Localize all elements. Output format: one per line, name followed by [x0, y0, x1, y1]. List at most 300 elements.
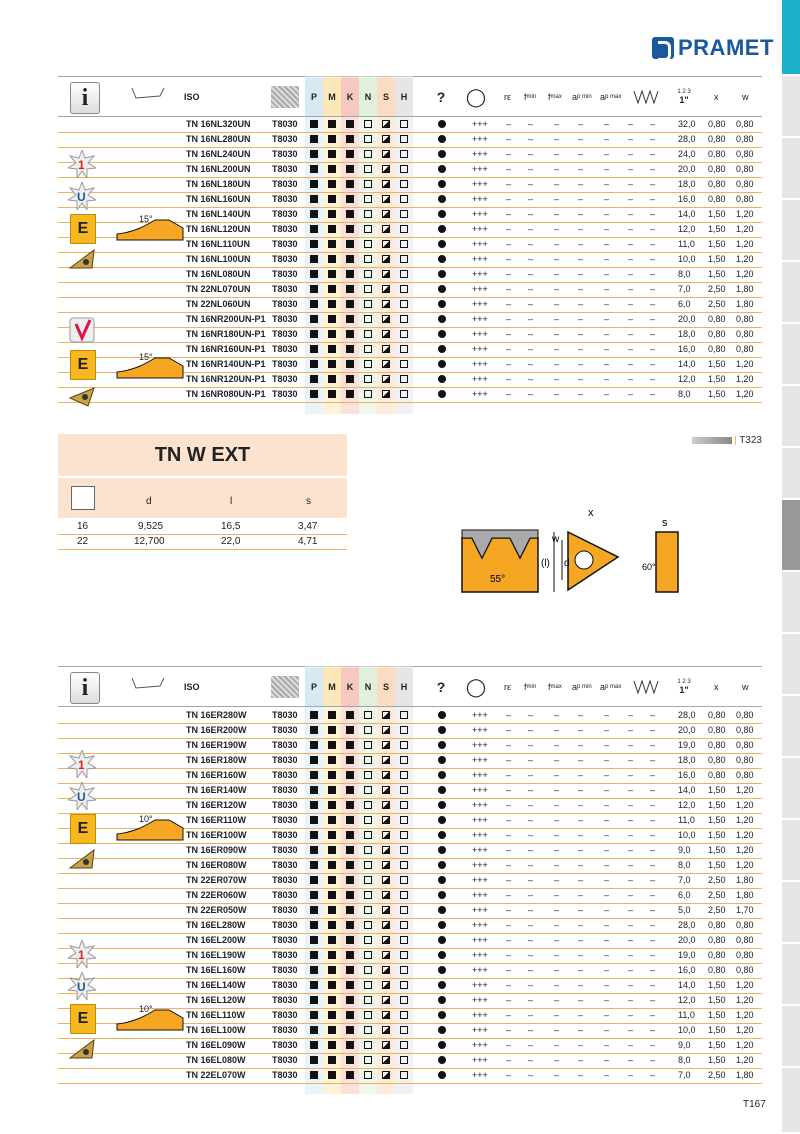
- tab[interactable]: [782, 1068, 800, 1134]
- table-row[interactable]: [58, 708, 762, 724]
- grade: T8030: [272, 740, 298, 750]
- suitability-mark: [364, 165, 372, 173]
- tpi: 14,0: [678, 359, 696, 369]
- x-value: 0,80: [708, 725, 726, 735]
- empty-cell: –: [604, 149, 610, 159]
- empty-cell: –: [628, 359, 634, 369]
- suitability-mark: [364, 390, 372, 398]
- suitability-mark: [328, 921, 336, 929]
- suitability-mark: [382, 921, 390, 929]
- suitability-mark: [328, 150, 336, 158]
- tab[interactable]: [782, 1006, 800, 1068]
- empty-cell: –: [604, 1070, 610, 1080]
- w-value: 0,80: [736, 950, 754, 960]
- suitability-mark: [310, 315, 318, 323]
- empty-cell: –: [554, 239, 560, 249]
- tab-current[interactable]: [782, 500, 800, 572]
- coolant: +++: [472, 755, 488, 765]
- x-value: 1,50: [708, 359, 726, 369]
- suitability-mark: [400, 831, 408, 839]
- empty-cell: –: [650, 209, 656, 219]
- grade: T8030: [272, 980, 298, 990]
- table-row[interactable]: [58, 723, 762, 739]
- grade: T8030: [272, 725, 298, 735]
- iso-code: TN 16EL200W: [186, 935, 246, 945]
- recommended-dot: [438, 1041, 446, 1049]
- suitability-mark: [310, 726, 318, 734]
- thread-angle-label: 55°: [490, 574, 506, 585]
- w-value: 0,80: [736, 314, 754, 324]
- tab[interactable]: [782, 696, 800, 758]
- empty-cell: –: [506, 1010, 512, 1020]
- empty-cell: –: [604, 920, 610, 930]
- table-row[interactable]: [58, 177, 762, 193]
- one-pass-icon: [68, 150, 96, 178]
- table-row[interactable]: [58, 918, 762, 934]
- empty-cell: –: [506, 920, 512, 930]
- suitability-mark: [328, 981, 336, 989]
- tpi: 18,0: [678, 755, 696, 765]
- w-value: 0,80: [736, 119, 754, 129]
- iso-code: TN 16NR200UN-P1: [186, 314, 266, 324]
- suitability-mark: [400, 741, 408, 749]
- recommended-dot: [438, 345, 446, 353]
- empty-cell: –: [528, 284, 534, 294]
- suitability-mark: [346, 165, 354, 173]
- suitability-mark: [346, 1041, 354, 1049]
- tab[interactable]: [782, 944, 800, 1006]
- suitability-mark: [364, 981, 372, 989]
- grade: T8030: [272, 314, 298, 324]
- table-row[interactable]: [58, 387, 762, 403]
- empty-cell: –: [528, 179, 534, 189]
- suitability-mark: [346, 120, 354, 128]
- one-pass-icon: [68, 750, 96, 778]
- suitability-mark: [310, 906, 318, 914]
- grade: T8030: [272, 209, 298, 219]
- empty-cell: –: [578, 1070, 584, 1080]
- w-value: 1,20: [736, 800, 754, 810]
- material-N: N: [359, 668, 377, 706]
- table-row[interactable]: [58, 297, 762, 313]
- suitability-mark: [328, 390, 336, 398]
- suitability-mark: [364, 150, 372, 158]
- x-value: 1,50: [708, 830, 726, 840]
- dim-l: (l): [541, 558, 550, 569]
- recommended-dot: [438, 135, 446, 143]
- empty-cell: –: [528, 740, 534, 750]
- tab[interactable]: [782, 138, 800, 200]
- table-row[interactable]: [58, 147, 762, 163]
- suitability-mark: [382, 330, 390, 338]
- suitability-mark: [400, 891, 408, 899]
- table-row[interactable]: [58, 783, 762, 799]
- suitability-mark: [364, 861, 372, 869]
- suitability-mark: [346, 300, 354, 308]
- coolant: +++: [472, 995, 488, 1005]
- empty-cell: –: [528, 905, 534, 915]
- empty-cell: –: [578, 239, 584, 249]
- suitability-mark: [364, 786, 372, 794]
- empty-cell: –: [578, 740, 584, 750]
- empty-cell: –: [578, 830, 584, 840]
- table-row[interactable]: [58, 978, 762, 994]
- empty-cell: –: [528, 965, 534, 975]
- table-row[interactable]: [58, 1053, 762, 1069]
- suitability-mark: [400, 270, 408, 278]
- table-row[interactable]: [58, 948, 762, 964]
- suitability-mark: [364, 180, 372, 188]
- coolant: +++: [472, 209, 488, 219]
- coolant: +++: [472, 950, 488, 960]
- suitability-mark: [400, 285, 408, 293]
- suitability-mark: [364, 345, 372, 353]
- suitability-mark: [346, 1011, 354, 1019]
- empty-cell: –: [650, 1055, 656, 1065]
- grade: T8030: [272, 770, 298, 780]
- tpi: 5,0: [678, 905, 691, 915]
- suitability-mark: [328, 996, 336, 1004]
- x-value: 0,80: [708, 164, 726, 174]
- empty-cell: –: [604, 164, 610, 174]
- suitability-mark: [400, 1071, 408, 1079]
- recommended-dot: [438, 315, 446, 323]
- suitability-mark: [346, 270, 354, 278]
- empty-cell: –: [554, 149, 560, 159]
- table-row[interactable]: [58, 768, 762, 784]
- empty-cell: –: [628, 119, 634, 129]
- w-value: 0,80: [736, 710, 754, 720]
- suitability-mark: [328, 225, 336, 233]
- tpi: 14,0: [678, 209, 696, 219]
- suitability-mark: [328, 360, 336, 368]
- empty-cell: –: [650, 284, 656, 294]
- empty-cell: –: [628, 299, 634, 309]
- recommended-dot: [438, 225, 446, 233]
- w-value: 1,70: [736, 905, 754, 915]
- empty-cell: –: [604, 830, 610, 840]
- empty-cell: –: [506, 209, 512, 219]
- tab[interactable]: [782, 200, 800, 262]
- insert-side-view: [656, 532, 678, 592]
- suitability-mark: [364, 315, 372, 323]
- iso-code: TN 16ER140W: [186, 785, 247, 795]
- iso-code: TN 22EL070W: [186, 1070, 246, 1080]
- x-value: 0,80: [708, 314, 726, 324]
- flank-angle: 15°: [139, 214, 153, 224]
- suitability-mark: [328, 906, 336, 914]
- tab[interactable]: [782, 324, 800, 386]
- empty-cell: –: [628, 905, 634, 915]
- recommended-dot: [438, 1071, 446, 1079]
- table-row[interactable]: [58, 252, 762, 268]
- suitability-mark: [310, 165, 318, 173]
- table-row[interactable]: [58, 963, 762, 979]
- grade: T8030: [272, 710, 298, 720]
- table-row[interactable]: [58, 738, 762, 754]
- tab[interactable]: [782, 386, 800, 448]
- grade-texture-icon: [271, 676, 299, 698]
- recommended-dot: [438, 876, 446, 884]
- table-row[interactable]: [58, 282, 762, 298]
- empty-cell: –: [604, 860, 610, 870]
- empty-cell: –: [650, 830, 656, 840]
- recommended-dot: [438, 726, 446, 734]
- empty-cell: –: [506, 965, 512, 975]
- suitability-mark: [310, 240, 318, 248]
- table-row[interactable]: [58, 753, 762, 769]
- suitability-mark: [364, 951, 372, 959]
- coolant: +++: [472, 314, 488, 324]
- tab[interactable]: [782, 882, 800, 944]
- tab[interactable]: [782, 572, 800, 634]
- w-value: 1,20: [736, 785, 754, 795]
- tpi: 20,0: [678, 935, 696, 945]
- empty-cell: –: [578, 299, 584, 309]
- table-row[interactable]: [58, 267, 762, 283]
- recommended-dot: [438, 996, 446, 1004]
- table-row[interactable]: [58, 132, 762, 148]
- suitability-mark: [346, 891, 354, 899]
- table-row[interactable]: [58, 843, 762, 859]
- table-row[interactable]: [58, 903, 762, 919]
- dim-d: d: [564, 558, 570, 569]
- empty-cell: –: [554, 269, 560, 279]
- recommended-dot: [438, 360, 446, 368]
- suitability-mark: [364, 831, 372, 839]
- empty-cell: –: [528, 785, 534, 795]
- empty-cell: –: [628, 875, 634, 885]
- empty-cell: –: [604, 344, 610, 354]
- table-row[interactable]: [58, 1068, 762, 1084]
- tab[interactable]: [782, 634, 800, 696]
- suitability-mark: [346, 360, 354, 368]
- grade: T8030: [272, 164, 298, 174]
- suitability-mark: [364, 1056, 372, 1064]
- suitability-mark: [346, 816, 354, 824]
- dim-x: x: [588, 507, 594, 519]
- empty-cell: –: [650, 179, 656, 189]
- recommended-dot: [438, 816, 446, 824]
- table-row[interactable]: [58, 162, 762, 178]
- empty-cell: –: [628, 815, 634, 825]
- iso-code: TN 16ER160W: [186, 770, 247, 780]
- insert-profile-icon: [130, 86, 166, 102]
- tool-ref[interactable]: | T323: [734, 435, 762, 446]
- tab-active[interactable]: [782, 0, 800, 76]
- suitability-mark: [310, 996, 318, 1004]
- tpi: 6,0: [678, 299, 691, 309]
- empty-cell: –: [506, 239, 512, 249]
- suitability-mark: [346, 150, 354, 158]
- table-row[interactable]: [58, 798, 762, 814]
- panel-title: TN W EXT: [58, 434, 347, 476]
- empty-cell: –: [528, 224, 534, 234]
- suitability-mark: [310, 846, 318, 854]
- empty-cell: –: [506, 725, 512, 735]
- iso-code: TN 16ER110W: [186, 815, 247, 825]
- suitability-mark: [364, 891, 372, 899]
- suitability-mark: [346, 861, 354, 869]
- table-row[interactable]: [58, 873, 762, 889]
- empty-cell: –: [628, 755, 634, 765]
- tab[interactable]: [782, 448, 800, 500]
- recommended-dot: [438, 846, 446, 854]
- empty-cell: –: [528, 254, 534, 264]
- suitability-mark: [328, 1026, 336, 1034]
- suitability-mark: [328, 330, 336, 338]
- empty-cell: –: [650, 299, 656, 309]
- col-s: s: [306, 496, 311, 507]
- w-value: 0,80: [736, 344, 754, 354]
- suitability-mark: [328, 165, 336, 173]
- iso-code: TN 16NR160UN-P1: [186, 344, 266, 354]
- recommended-dot: [438, 981, 446, 989]
- suitability-mark: [310, 135, 318, 143]
- suitability-mark: [310, 891, 318, 899]
- suitability-mark: [364, 255, 372, 263]
- empty-cell: –: [650, 194, 656, 204]
- empty-cell: –: [578, 224, 584, 234]
- info-icon[interactable]: i: [70, 82, 100, 114]
- tpi: 8,0: [678, 269, 691, 279]
- col-l: l: [230, 496, 233, 507]
- recommended-dot: [438, 375, 446, 383]
- table-row[interactable]: [58, 888, 762, 904]
- w-value: 1,20: [736, 224, 754, 234]
- table-row[interactable]: [58, 1038, 762, 1054]
- tool-holder-icon: [692, 437, 732, 444]
- external-e-icon: E: [70, 814, 96, 844]
- w-value: 1,80: [736, 299, 754, 309]
- coolant: +++: [472, 845, 488, 855]
- suitability-mark: [364, 285, 372, 293]
- recommended-dot: [438, 330, 446, 338]
- table-row[interactable]: [58, 933, 762, 949]
- suitability-mark: [310, 1011, 318, 1019]
- suitability-mark: [328, 951, 336, 959]
- tab[interactable]: [782, 76, 800, 138]
- recommended-dot: [438, 1026, 446, 1034]
- empty-cell: –: [604, 119, 610, 129]
- coolant-drop-icon: ◯: [465, 86, 487, 107]
- tpi: 6,0: [678, 890, 691, 900]
- coolant: +++: [472, 239, 488, 249]
- empty-cell: –: [554, 770, 560, 780]
- empty-cell: –: [604, 359, 610, 369]
- suitability-mark: [328, 726, 336, 734]
- empty-cell: –: [650, 269, 656, 279]
- suitability-mark: [382, 375, 390, 383]
- coolant: +++: [472, 269, 488, 279]
- empty-cell: –: [578, 149, 584, 159]
- fmin-header: f min: [524, 92, 537, 102]
- suitability-mark: [400, 300, 408, 308]
- coolant: +++: [472, 254, 488, 264]
- empty-cell: –: [604, 194, 610, 204]
- x-value: 2,50: [708, 284, 726, 294]
- tab[interactable]: [782, 262, 800, 324]
- iso-code: TN 22ER060W: [186, 890, 247, 900]
- table-row[interactable]: [58, 312, 762, 328]
- suitability-mark: [382, 255, 390, 263]
- x-value: 0,80: [708, 920, 726, 930]
- empty-cell: –: [528, 845, 534, 855]
- x-value: 1,50: [708, 1010, 726, 1020]
- suitability-mark: [364, 726, 372, 734]
- empty-cell: –: [604, 284, 610, 294]
- x-value: 0,80: [708, 194, 726, 204]
- coolant: +++: [472, 149, 488, 159]
- profile-u-icon: [68, 182, 96, 210]
- coolant: +++: [472, 770, 488, 780]
- suitability-mark: [328, 831, 336, 839]
- empty-cell: –: [554, 1010, 560, 1020]
- x-value: 1,50: [708, 980, 726, 990]
- iso-code: TN 16EL090W: [186, 1040, 246, 1050]
- recommended-dot: [438, 165, 446, 173]
- table-row[interactable]: [58, 192, 762, 208]
- suitability-mark: [310, 195, 318, 203]
- suitability-mark: [346, 210, 354, 218]
- empty-cell: –: [528, 1025, 534, 1035]
- empty-cell: –: [554, 710, 560, 720]
- empty-cell: –: [578, 935, 584, 945]
- grade: T8030: [272, 815, 298, 825]
- suitability-mark: [346, 225, 354, 233]
- x-value: 1,50: [708, 785, 726, 795]
- grade: T8030: [272, 905, 298, 915]
- grade: T8030: [272, 1055, 298, 1065]
- table-row[interactable]: [58, 327, 762, 343]
- empty-cell: –: [554, 725, 560, 735]
- empty-cell: –: [554, 209, 560, 219]
- iso-code: TN 16EL140W: [186, 980, 246, 990]
- empty-cell: –: [628, 149, 634, 159]
- flank-angle: 15°: [139, 352, 153, 362]
- suitability-mark: [328, 135, 336, 143]
- suitability-mark: [346, 771, 354, 779]
- empty-cell: –: [604, 725, 610, 735]
- tpi: 20,0: [678, 314, 696, 324]
- iso-code: TN 16EL120W: [186, 995, 246, 1005]
- suitability-mark: [400, 165, 408, 173]
- info-icon[interactable]: i: [70, 672, 100, 704]
- wear-icon: ?: [436, 679, 446, 695]
- empty-cell: –: [506, 284, 512, 294]
- empty-cell: –: [554, 344, 560, 354]
- empty-cell: –: [650, 725, 656, 735]
- table-row[interactable]: [58, 117, 762, 133]
- suitability-mark: [400, 876, 408, 884]
- x-value: 1,50: [708, 1025, 726, 1035]
- x-value: 2,50: [708, 905, 726, 915]
- empty-cell: –: [578, 164, 584, 174]
- iso-code: TN 22ER070W: [186, 875, 247, 885]
- suitability-mark: [364, 1071, 372, 1079]
- suitability-mark: [382, 876, 390, 884]
- tab[interactable]: [782, 758, 800, 820]
- suitability-mark: [400, 390, 408, 398]
- empty-cell: –: [628, 344, 634, 354]
- tab[interactable]: [782, 820, 800, 882]
- table-row[interactable]: [58, 858, 762, 874]
- empty-cell: –: [578, 965, 584, 975]
- grade: T8030: [272, 755, 298, 765]
- empty-cell: –: [628, 314, 634, 324]
- thread-passes-icon: [632, 78, 660, 116]
- x-value: 2,50: [708, 1070, 726, 1080]
